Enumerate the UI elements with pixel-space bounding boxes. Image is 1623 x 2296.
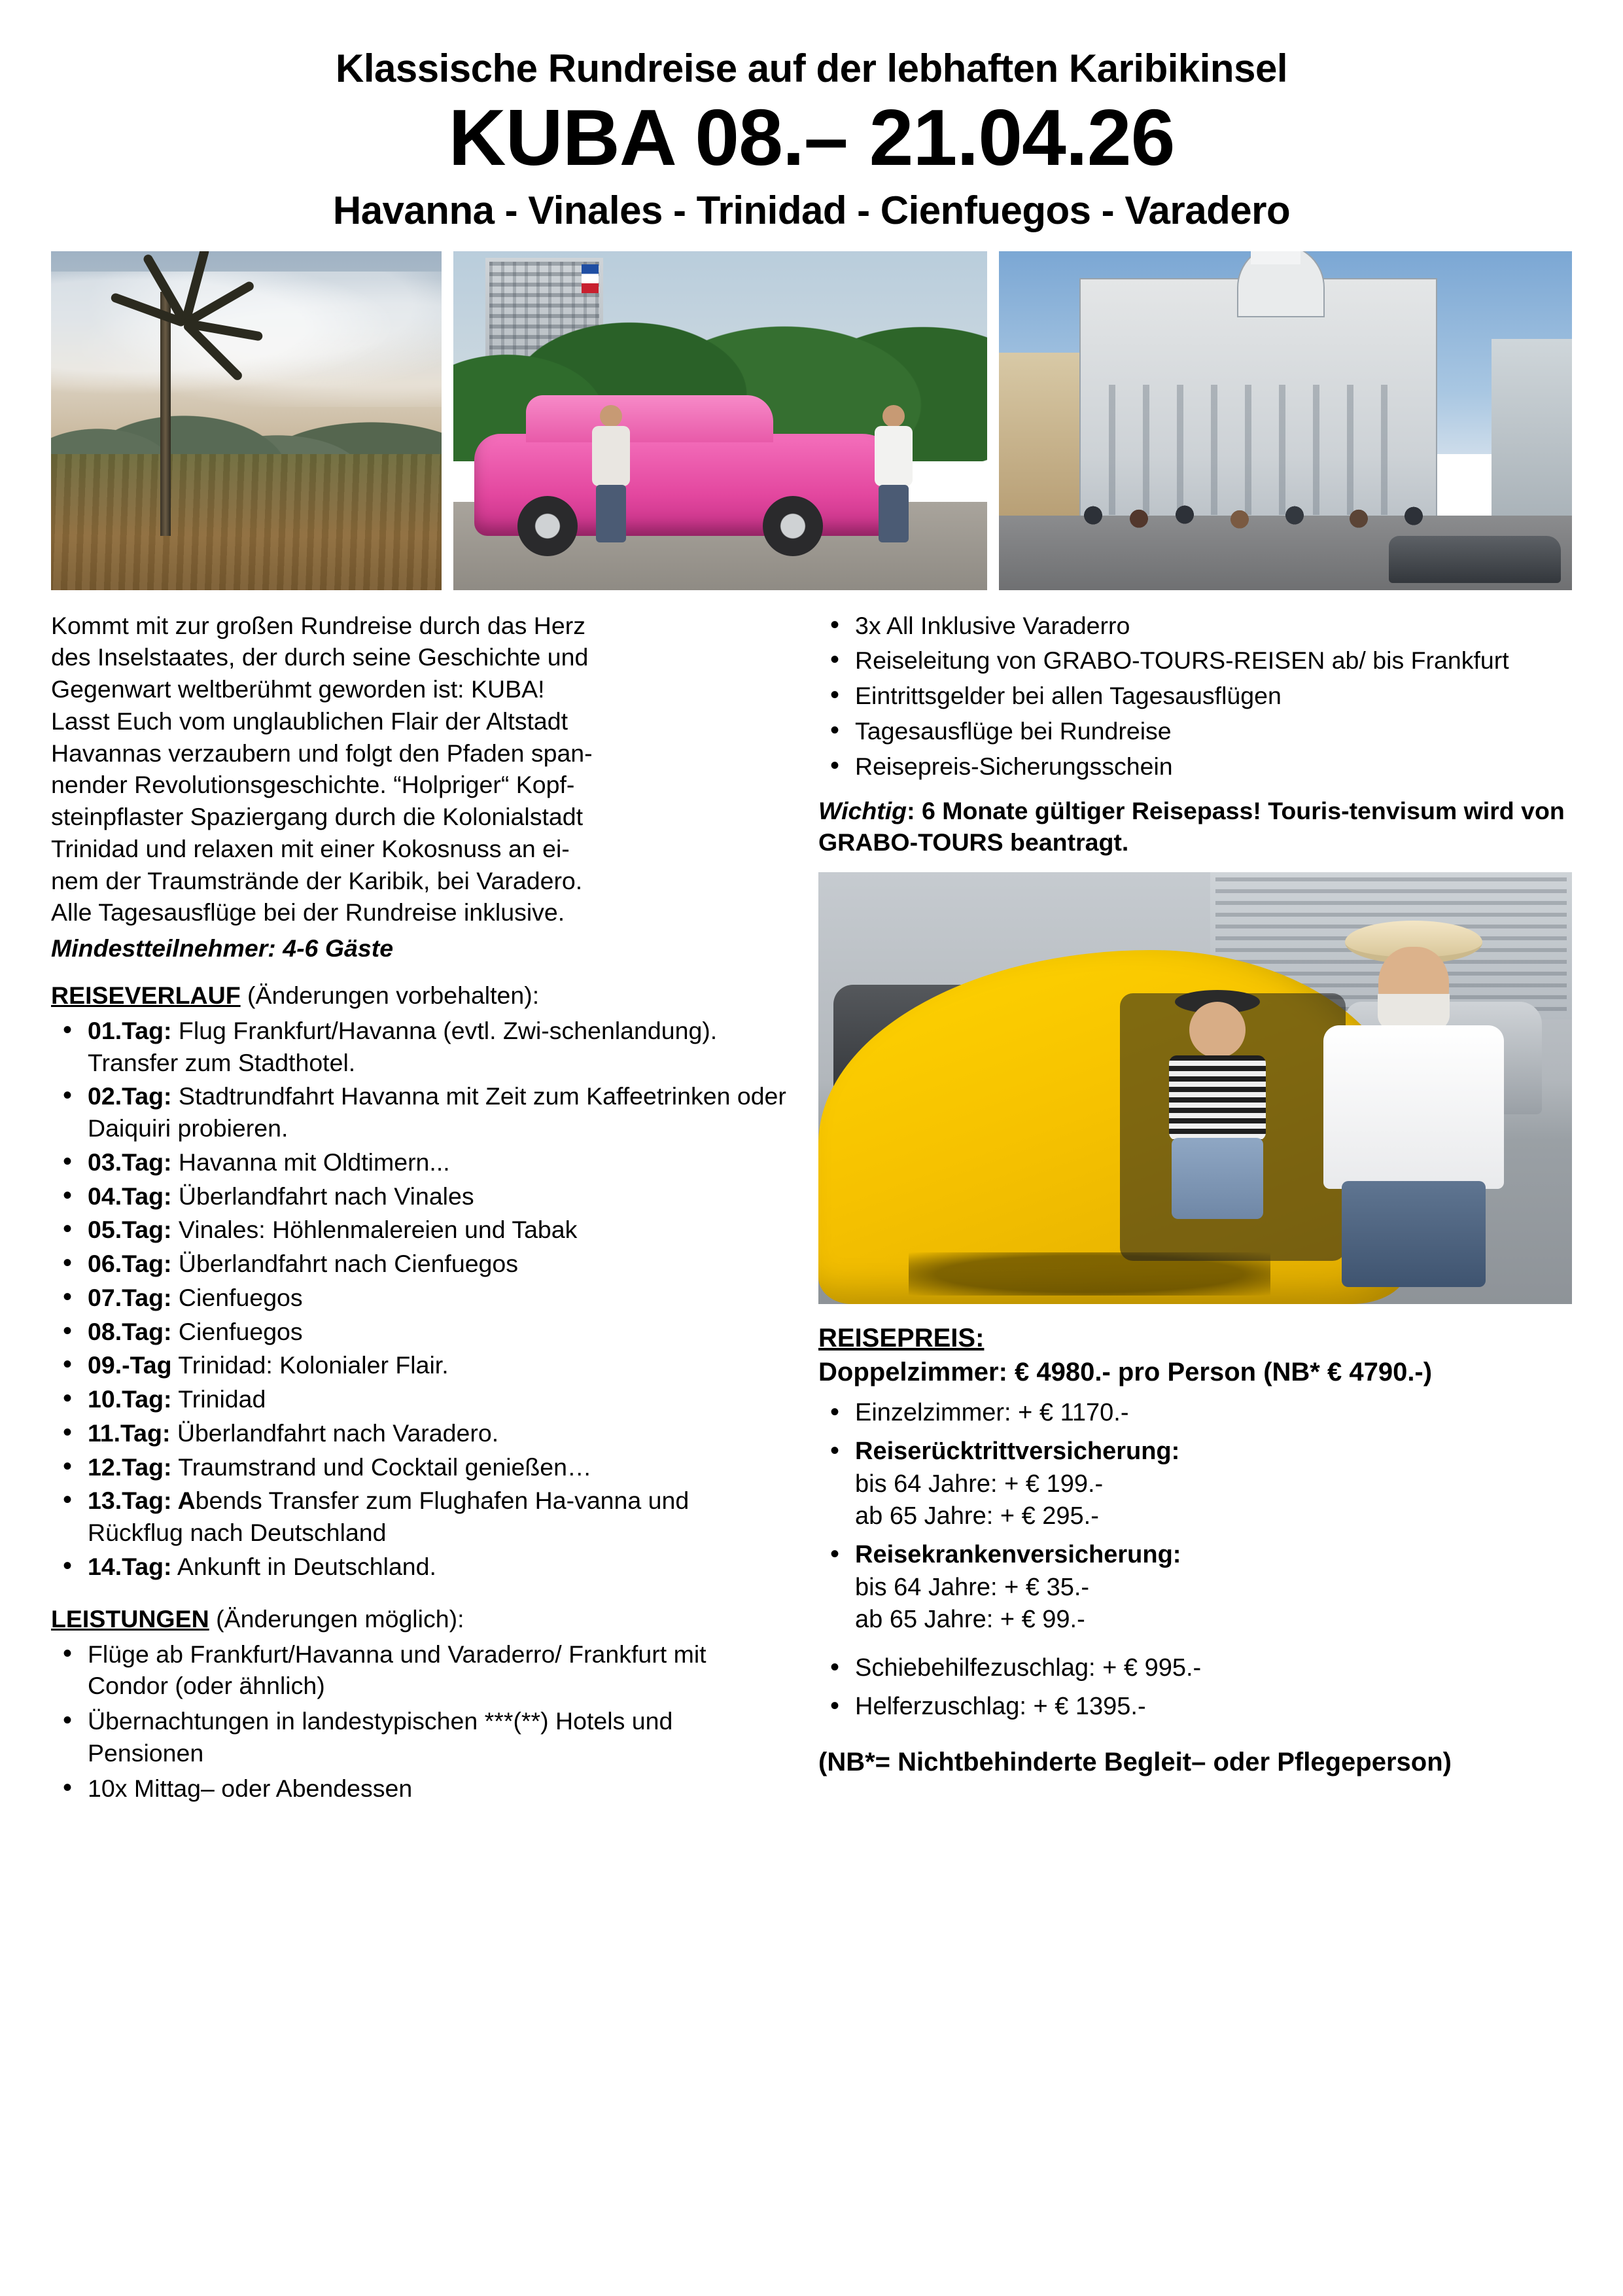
page-title: KUBA 08.– 21.04.26 <box>448 93 1175 182</box>
intro-line-8: Trinidad und relaxen mit einer Kokosnuss an ei- <box>51 834 570 862</box>
price-item-label: Reisekrankenversicherung: <box>855 1541 1181 1569</box>
itinerary-day-label: 11.Tag: <box>88 1419 171 1447</box>
price-item-sub: ab 65 Jahre: + € 99.- <box>855 1606 1085 1634</box>
list-item <box>51 1248 788 1280</box>
list-item <box>51 1214 788 1246</box>
list-item <box>818 1397 1572 1429</box>
content-columns <box>51 610 1572 1808</box>
price-item-label: Helferzuschlag: + € 1395.- <box>855 1692 1146 1720</box>
list-item: • Reisepreis-Sicherungsschein <box>818 751 1572 783</box>
right-column <box>818 610 1572 1808</box>
price-list <box>818 1397 1572 1723</box>
itinerary-day-label: 04.Tag: <box>88 1182 172 1210</box>
price-item-label: Schiebehilfezuschlag: + € 995.- <box>855 1653 1202 1682</box>
nb-footnote: (NB*= Nichtbehinderte Begleit– oder Pflegeperson) <box>818 1748 1452 1777</box>
itinerary-day-label: 03.Tag: <box>88 1148 172 1176</box>
itinerary-day-label: 07.Tag: <box>88 1283 172 1311</box>
list-item <box>51 1015 788 1079</box>
cienfuegos-cathedral-photo <box>999 251 1572 590</box>
list-item <box>51 1485 788 1549</box>
list-item <box>51 1316 788 1348</box>
intro-line-7: steinpflaster Spaziergang durch die Kolonialstadt <box>51 803 584 831</box>
itinerary-day-label: 12.Tag: <box>88 1453 172 1481</box>
itinerary-day-text: Cienfuegos <box>171 1317 303 1345</box>
list-item: • Reiseleitung von GRABO-TOURS-REISEN ab/ bis Frankfurt <box>818 645 1572 677</box>
top-photo-strip <box>51 251 1572 590</box>
list-item <box>818 1652 1572 1684</box>
min-participants: Mindestteilnehmer: 4-6 Gäste <box>51 934 394 963</box>
list-item <box>51 1383 788 1415</box>
itinerary-list <box>51 1015 788 1583</box>
services-list-right <box>818 610 1572 783</box>
intro-line-4: Lasst Euch vom unglaublichen Flair der Altstadt <box>51 707 568 735</box>
price-item-label: Einzelzimmer: + € 1170.- <box>855 1398 1129 1426</box>
important-label: Wichtig <box>818 797 907 825</box>
services-heading-main: LEISTUNGEN <box>51 1604 209 1633</box>
list-item <box>51 1080 788 1144</box>
intro-line-10: Alle Tagesausflüge bei der Rundreise inklusive. <box>51 898 565 927</box>
list-item: • Übernachtungen in landestypischen ***(**) Hotels und Pensionen <box>51 1705 788 1769</box>
itinerary-day-text: bends Transfer zum Flughafen Ha-vanna und Rückflug nach Deutschland <box>88 1487 689 1547</box>
itinerary-day-label: 08.Tag: <box>88 1317 172 1345</box>
itinerary-day-label: 05.Tag: <box>88 1216 172 1244</box>
itinerary-day-label: 06.Tag: <box>88 1250 172 1278</box>
itinerary-day-text: Ankunft in Deutschland. <box>171 1552 436 1580</box>
list-item <box>51 1146 788 1178</box>
services-heading <box>51 1605 788 1633</box>
important-text: : 6 Monate gültiger Reisepass! Touris-tenvisum wird von GRABO-TOURS beantragt. <box>818 797 1565 857</box>
intro-line-2: des Inselstaates, der durch seine Geschichte und <box>51 643 589 671</box>
itinerary-day-text: Vinales: Höhlenmalereien und Tabak <box>171 1216 578 1244</box>
itinerary-day-text: Traumstrand und Cocktail genießen… <box>171 1453 592 1481</box>
intro-line-1: Kommt mit zur großen Rundreise durch das Herz <box>51 611 585 639</box>
itinerary-day-label: 14.Tag: <box>88 1552 172 1580</box>
list-item <box>51 1180 788 1212</box>
itinerary-day-text: Havanna mit Oldtimern... <box>171 1148 450 1176</box>
itinerary-day-text: Trinidad: Kolonialer Flair. <box>171 1351 449 1379</box>
itinerary-day-label: 02.Tag: <box>88 1082 172 1110</box>
page-header <box>51 47 1572 233</box>
intro-line-9: nem der Traumstrände der Karibik, bei Varadero. <box>51 866 583 894</box>
itinerary-day-label: 09.-Tag <box>88 1351 172 1379</box>
intro-line-6: nender Revolutionsgeschichte. “Holpriger“ Kopf- <box>51 771 575 799</box>
important-note <box>818 795 1572 858</box>
itinerary-day-label: 13.Tag: A <box>88 1487 196 1515</box>
itinerary-day-text: Stadtrundfahrt Havanna mit Zeit zum Kaffeetrinken oder Daiquiri probieren. <box>88 1082 786 1142</box>
list-item <box>818 1436 1572 1532</box>
itinerary-day-text: Cienfuegos <box>171 1283 303 1311</box>
price-item-sub: bis 64 Jahre: + € 35.- <box>855 1573 1090 1601</box>
list-item <box>818 1691 1572 1723</box>
intro-paragraph <box>51 610 788 929</box>
list-item <box>51 1282 788 1314</box>
list-item <box>51 1417 788 1449</box>
itinerary-day-text: Flug Frankfurt/Havanna (evtl. Zwi-schenlandung). Transfer zum Stadthotel. <box>88 1016 718 1076</box>
price-item-sub: ab 65 Jahre: + € 295.- <box>855 1502 1099 1530</box>
intro-line-3: Gegenwart weltberühmt geworden ist: KUBA! <box>51 675 545 703</box>
price-item-sub: bis 64 Jahre: + € 199.- <box>855 1470 1104 1498</box>
itinerary-heading-note: (Änderungen vorbehalten): <box>240 981 540 1009</box>
price-heading: REISEPREIS: <box>818 1324 985 1353</box>
list-item: • Eintrittsgelder bei allen Tagesausflügen <box>818 680 1572 712</box>
itinerary-heading-main: REISEVERLAUF <box>51 981 241 1009</box>
intro-line-5: Havannas verzaubern und folgt den Pfaden span- <box>51 739 593 767</box>
itinerary-heading <box>51 981 788 1010</box>
list-item: • Flüge ab Frankfurt/Havanna und Varaderro/ Frankfurt mit Condor (oder ähnlich) <box>51 1638 788 1703</box>
list-item <box>51 1551 788 1583</box>
itinerary-day-text: Überlandfahrt nach Cienfuegos <box>171 1250 519 1278</box>
vinales-valley-photo <box>51 251 442 590</box>
list-item: • 10x Mittag– oder Abendessen <box>51 1773 788 1805</box>
header-subtitle: Klassische Rundreise auf der lebhaften Karibikinsel <box>336 46 1287 90</box>
pink-oldtimer-photo <box>453 251 987 590</box>
header-route: Havanna - Vinales - Trinidad - Cienfuegos - Varadero <box>332 188 1291 232</box>
services-list-left <box>51 1638 788 1805</box>
list-item <box>51 1451 788 1483</box>
list-item: • 3x All Inklusive Varaderro <box>818 610 1572 642</box>
itinerary-day-text: Trinidad <box>171 1385 266 1413</box>
itinerary-day-text: Überlandfahrt nach Varadero. <box>170 1419 499 1447</box>
itinerary-day-label: 10.Tag: <box>88 1385 172 1413</box>
list-item: • Tagesausflüge bei Rundreise <box>818 715 1572 747</box>
yellow-cocotaxi-photo <box>818 872 1572 1304</box>
price-double-room: Doppelzimmer: € 4980.- pro Person (NB* € 4790.-) <box>818 1358 1433 1387</box>
services-heading-note: (Änderungen möglich): <box>209 1604 464 1633</box>
list-item <box>51 1349 788 1381</box>
itinerary-day-label: 01.Tag: <box>88 1016 172 1044</box>
itinerary-day-text: Überlandfahrt nach Vinales <box>171 1182 474 1210</box>
left-column <box>51 610 788 1808</box>
list-item <box>818 1539 1572 1636</box>
price-item-label: Reiserücktrittversicherung: <box>855 1438 1180 1466</box>
